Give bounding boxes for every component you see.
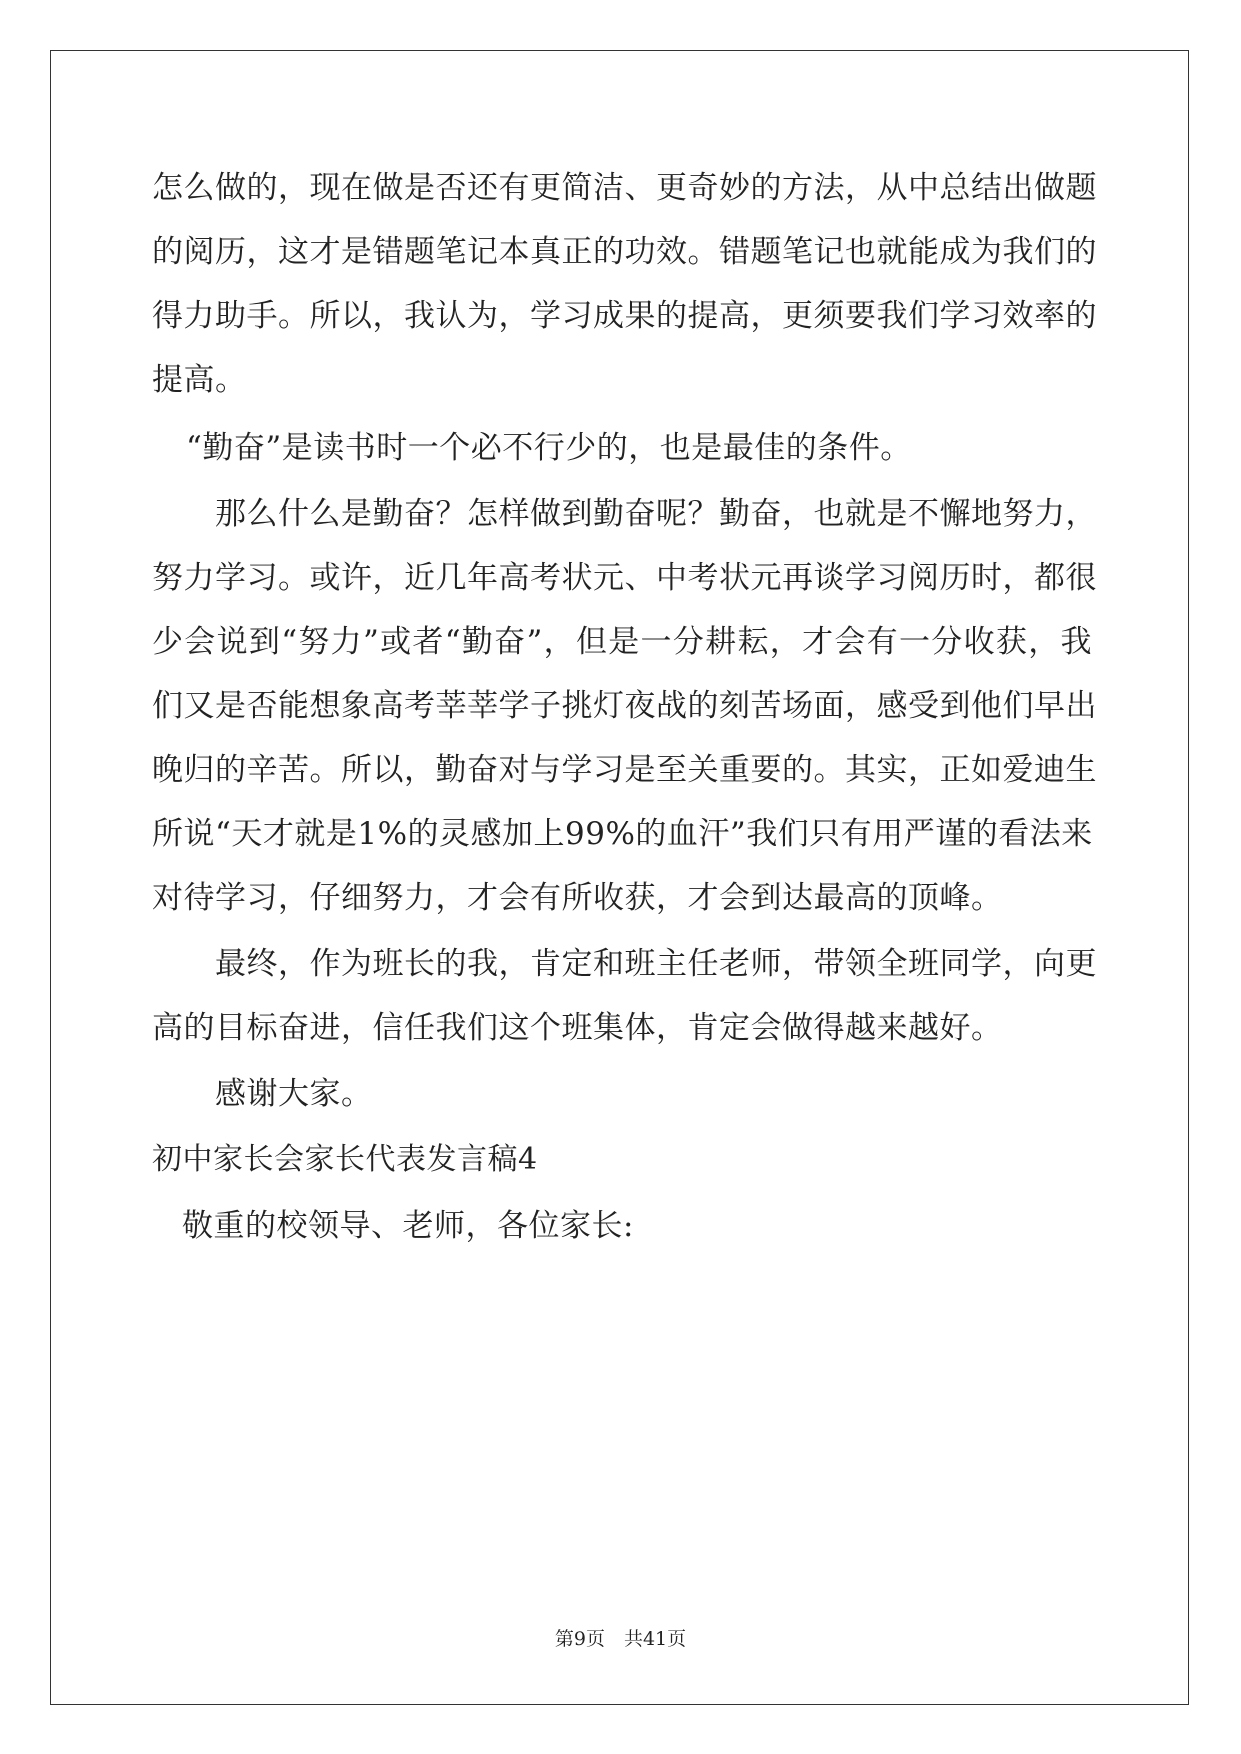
paragraph-line: 所说“天才就是1%的灵感加上99%的血汗”我们只有用严谨的看法来 (152, 816, 1093, 852)
salutation-line: 敬重的校领导、老师，各位家长: (182, 1208, 634, 1244)
paragraph-line: 怎么做的，现在做是否还有更简洁、更奇妙的方法，从中总结出做题 (152, 170, 1097, 206)
paragraph-line: 最终，作为班长的我，肯定和班主任老师，带领全班同学，向更 (215, 946, 1097, 982)
page-number-footer: 第9页 共41页 (554, 1628, 687, 1650)
paragraph-line: 的阅历，这才是错题笔记本真正的功效。错题笔记也就能成为我们的 (152, 234, 1097, 270)
paragraph-line: 得力助手。所以，我认为，学习成果的提高，更须要我们学习效率的 (152, 298, 1097, 334)
paragraph-line: 对待学习，仔细努力，才会有所收获，才会到达最高的顶峰。 (152, 880, 1003, 916)
paragraph-line: 那么什么是勤奋？怎样做到勤奋呢？勤奋，也就是不懈地努力， (215, 496, 1097, 532)
paragraph-line: 晚归的辛苦。所以，勤奋对与学习是至关重要的。其实，正如爱迪生 (152, 752, 1097, 788)
paragraph-line: 努力学习。或许，近几年高考状元、中考状元再谈学习阅历时，都很 (152, 560, 1097, 596)
section-heading: 初中家长会家长代表发言稿4 (152, 1142, 538, 1177)
paragraph-line: “勤奋”是读书时一个必不行少的，也是最佳的条件。 (186, 430, 912, 466)
paragraph-line: 少会说到“努力”或者“勤奋”，但是一分耕耘，才会有一分收获，我 (152, 624, 1092, 660)
paragraph-line: 提高。 (152, 362, 247, 398)
paragraph-line: 高的目标奋进，信任我们这个班集体，肯定会做得越来越好。 (152, 1010, 1003, 1046)
paragraph-line: 感谢大家。 (215, 1076, 373, 1112)
paragraph-line: 们又是否能想象高考莘莘学子挑灯夜战的刻苦场面，感受到他们早出 (152, 688, 1097, 724)
